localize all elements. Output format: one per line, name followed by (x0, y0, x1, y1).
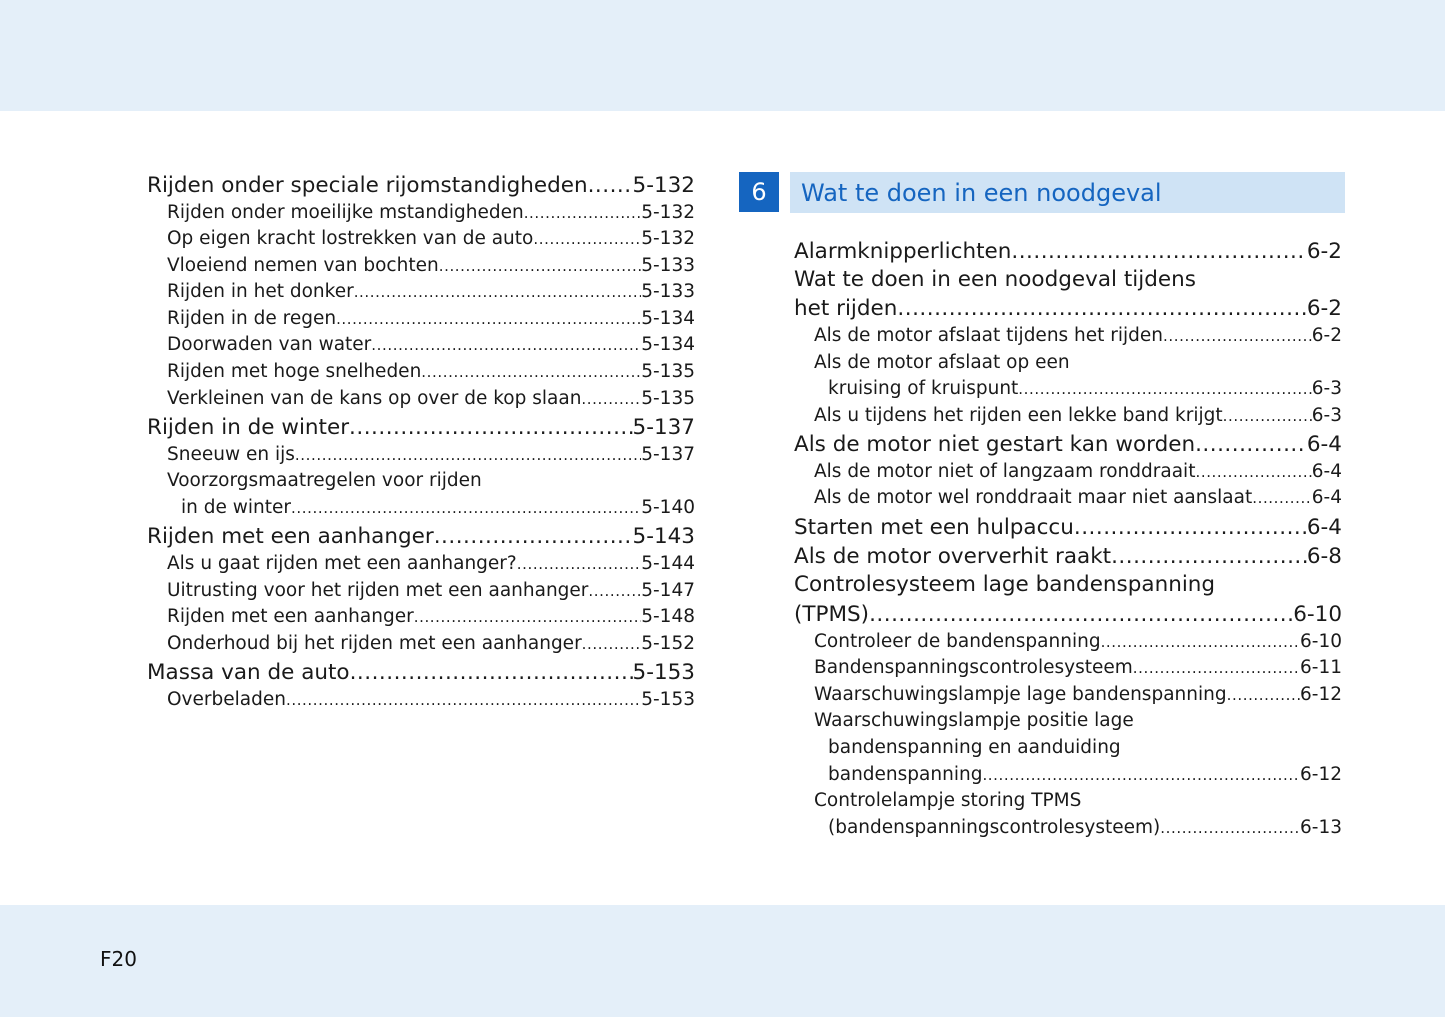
leader-dots (588, 578, 641, 605)
toc-page: 6-4 (1311, 460, 1342, 482)
toc-entry[interactable] (147, 172, 695, 200)
page-number: F20 (100, 947, 137, 971)
toc-subentry[interactable] (147, 253, 695, 280)
toc-subentry[interactable] (794, 629, 1342, 656)
toc-page: 6-13 (1300, 816, 1342, 838)
toc-subentry[interactable] (147, 200, 695, 227)
toc-subentry[interactable] (147, 687, 695, 714)
toc-label: Bandenspanningscontrolesysteem (814, 657, 1133, 679)
toc-label: Uitrusting voor het rijden met een aanhanger (167, 579, 589, 601)
leader-dots (897, 295, 1306, 323)
leader-dots (1160, 815, 1300, 842)
toc-subentry[interactable] (147, 279, 695, 306)
leader-dots (581, 386, 641, 413)
toc-label: Rijden met hoge snelheden (167, 361, 422, 383)
toc-page: 5-134 (641, 307, 695, 329)
toc-label: Vloeiend nemen van bochten (167, 254, 439, 276)
toc-subentry-line[interactable]: Voorzorgsmaatregelen voor rijden (167, 470, 482, 492)
leader-dots (1111, 543, 1307, 571)
toc-page: 5-134 (641, 334, 695, 356)
toc-label: Als de motor wel ronddraait maar niet aanslaat (814, 487, 1253, 509)
toc-entry[interactable] (794, 514, 1342, 542)
toc-subentry[interactable] (147, 631, 695, 658)
toc-entry[interactable] (794, 543, 1342, 571)
leader-dots (350, 659, 633, 687)
toc-label: Rijden in het donker (167, 281, 354, 303)
header-band (0, 0, 1445, 111)
toc-label: Starten met een hulpaccu (794, 514, 1074, 540)
toc-label: het rijden (794, 296, 898, 321)
toc-entry[interactable] (794, 295, 1342, 323)
leader-dots (1011, 238, 1307, 266)
toc-subentry[interactable] (147, 578, 695, 605)
toc-label: (TPMS) (794, 601, 870, 627)
toc-label: Rijden in de winter (147, 414, 350, 440)
toc-page: 6-4 (1306, 431, 1342, 457)
leader-dots (295, 442, 641, 469)
leader-dots (354, 279, 642, 306)
toc-subentry[interactable] (794, 323, 1342, 350)
toc-page: 5-137 (641, 443, 695, 465)
toc-right-column (794, 236, 1342, 841)
leader-dots (582, 631, 642, 658)
toc-label: Massa van de auto (147, 659, 350, 685)
leader-dots (1223, 403, 1312, 430)
leader-dots (517, 551, 642, 578)
toc-subentry-line[interactable]: Waarschuwingslampje positie lage (814, 710, 1134, 732)
toc-label: Als u gaat rijden met een aanhanger? (167, 553, 517, 575)
toc-label: Onderhoud bij het rijden met een aanhanger (167, 632, 582, 654)
toc-label: Als de motor niet of langzaam ronddraait (814, 460, 1196, 482)
chapter-title: Wat te doen in een noodgeval (790, 172, 1345, 213)
toc-page: 6-12 (1300, 683, 1342, 705)
toc-page: 5-133 (641, 254, 695, 276)
toc-subentry[interactable] (794, 485, 1342, 512)
leader-dots (1195, 431, 1307, 459)
toc-entry-line[interactable]: Controlesysteem lage bandenspanning (794, 572, 1216, 598)
toc-page: 6-8 (1306, 544, 1342, 570)
toc-label: Rijden met een aanhanger (147, 524, 434, 550)
toc-page: 5-132 (641, 201, 695, 223)
toc-subentry[interactable] (794, 655, 1342, 682)
toc-entry[interactable] (794, 238, 1342, 266)
toc-page: 6-10 (1293, 601, 1342, 627)
toc-page: 6-2 (1306, 238, 1342, 264)
toc-page: 6-3 (1311, 404, 1342, 426)
toc-entry[interactable] (794, 431, 1342, 459)
leader-dots (414, 604, 642, 631)
toc-label: Als de motor niet gestart kan worden (794, 431, 1196, 457)
toc-label: Doorwaden van water (167, 334, 372, 356)
toc-page: 5-152 (641, 632, 695, 654)
toc-label: kruising of kruispunt (828, 378, 1019, 400)
toc-page: 5-147 (641, 579, 695, 601)
toc-subentry[interactable] (794, 459, 1342, 486)
toc-page: 6-4 (1311, 487, 1342, 509)
toc-page: 6-12 (1300, 763, 1342, 785)
leader-dots (1074, 514, 1307, 542)
toc-entry[interactable] (147, 659, 695, 687)
toc-page: 5-148 (641, 606, 695, 628)
toc-page: 6-11 (1300, 657, 1342, 679)
toc-page: 5-133 (641, 281, 695, 303)
chapter-number-badge: 6 (739, 172, 779, 212)
leader-dots (336, 306, 641, 333)
toc-subentry[interactable] (794, 682, 1342, 709)
toc-page: 6-3 (1311, 378, 1342, 400)
leader-dots (1133, 655, 1300, 682)
leader-dots (291, 495, 641, 522)
leader-dots (1018, 376, 1311, 403)
leader-dots (1163, 323, 1312, 350)
toc-page: 6-2 (1311, 325, 1342, 346)
toc-label: Rijden onder moeilijke mstandigheden (167, 201, 524, 223)
leader-dots (1195, 459, 1311, 486)
toc-page: 5-143 (632, 524, 695, 550)
leader-dots (869, 601, 1293, 629)
toc-page: 5-132 (641, 228, 695, 250)
toc-label: Controleer de bandenspanning (814, 630, 1101, 652)
toc-subentry[interactable] (794, 762, 1342, 789)
footer-band (0, 905, 1445, 1017)
toc-subentry[interactable] (794, 403, 1342, 430)
toc-label: bandenspanning (828, 763, 983, 785)
toc-label: in de winter (181, 496, 291, 518)
leader-dots (349, 414, 632, 442)
leader-dots (371, 332, 641, 359)
toc-page: 5-153 (641, 688, 695, 710)
toc-subentry[interactable] (147, 306, 695, 333)
toc-label: Als de motor afslaat tijdens het rijden (814, 325, 1164, 346)
leader-dots (421, 359, 641, 386)
toc-subentry[interactable] (147, 332, 695, 359)
toc-label: Als u tijdens het rijden een lekke band krijgt (814, 404, 1223, 426)
toc-label: Alarmknipperlichten (794, 238, 1012, 264)
leader-dots (286, 687, 641, 714)
toc-subentry-line[interactable]: Controlelampje storing TPMS (814, 790, 1082, 812)
toc-subentry[interactable] (794, 376, 1342, 403)
toc-subentry[interactable] (147, 604, 695, 631)
toc-label: Rijden in de regen (167, 307, 337, 329)
leader-dots (1227, 682, 1300, 709)
toc-entry[interactable] (147, 414, 695, 442)
leader-dots (533, 226, 641, 253)
toc-subentry[interactable] (147, 495, 695, 522)
toc-left-column (147, 170, 695, 714)
leader-dots (1252, 485, 1312, 512)
toc-entry[interactable] (147, 523, 695, 551)
toc-label: Als de motor oververhit raakt (794, 544, 1112, 570)
toc-page: 5-144 (641, 553, 695, 575)
toc-page: 5-153 (632, 659, 695, 685)
leader-dots (588, 172, 633, 200)
toc-subentry[interactable] (147, 386, 695, 413)
toc-subentry[interactable] (147, 442, 695, 469)
toc-page: 5-132 (632, 172, 695, 198)
toc-subentry[interactable] (147, 359, 695, 386)
toc-page: 5-135 (641, 387, 695, 409)
leader-dots (439, 253, 642, 280)
leader-dots (1101, 629, 1300, 656)
toc-page: 5-140 (641, 496, 695, 518)
toc-page: 6-10 (1300, 630, 1342, 652)
toc-label: Op eigen kracht lostrekken van de auto (167, 228, 534, 250)
toc-label: (bandenspanningscontrolesysteem) (828, 816, 1161, 838)
toc-subentry[interactable] (147, 226, 695, 253)
toc-page: 5-137 (632, 414, 695, 440)
toc-label: Rijden met een aanhanger (167, 606, 414, 628)
toc-subentry[interactable] (147, 551, 695, 578)
toc-label: Rijden onder speciale rijomstandigheden (147, 172, 588, 198)
toc-page: 6-2 (1306, 296, 1342, 321)
toc-label: Waarschuwingslampje lage bandenspanning (814, 683, 1227, 705)
toc-page: 6-4 (1306, 514, 1342, 540)
toc-label: Sneeuw en ijs (167, 443, 295, 465)
leader-dots (982, 762, 1300, 789)
toc-subentry[interactable] (794, 815, 1342, 842)
toc-entry[interactable] (794, 601, 1342, 629)
toc-entry-line[interactable]: Wat te doen in een noodgeval tijdens (794, 266, 1196, 292)
toc-label: Overbeladen (167, 688, 286, 710)
toc-label: Verkleinen van de kans op over de kop slaan (167, 387, 582, 409)
toc-subentry-line[interactable]: bandenspanning en aanduiding (828, 736, 1121, 758)
toc-page: 5-135 (641, 361, 695, 383)
toc-subentry-line[interactable]: Als de motor afslaat op een (814, 351, 1070, 373)
leader-dots (524, 200, 642, 227)
leader-dots (434, 523, 633, 551)
